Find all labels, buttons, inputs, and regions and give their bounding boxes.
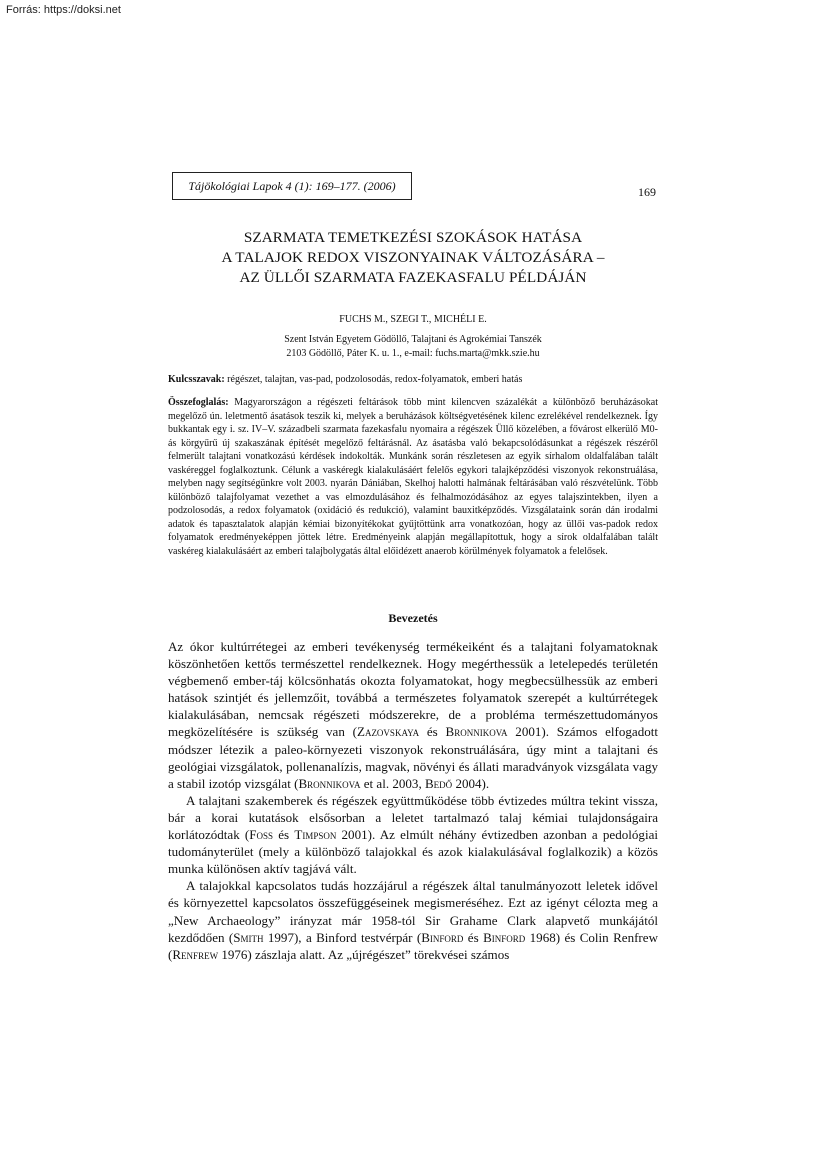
source-label: Forrás: https://doksi.net [6, 4, 121, 16]
text-run: 1997), a Binford testvérpár ( [263, 929, 422, 945]
citation-author: Zazovskaya [356, 724, 420, 740]
text-run: 2001). Számos elfogadott módszer létezik a paleo-környezeti viszonyok rekonstruálására, úgy mint a talajtani és geológiai vizsgálatok, pollenanalízis, magvak, növényi és állati maradványok vizsgálata vagy a stabil izotóp vizsgálat ( [168, 724, 658, 791]
abstract-text: Magyarországon a régészeti feltárások több mint kilencven százalékát a különböző beruházásokat megelőző ún. leletmentő ásatások teszik ki, melyek a beruházások költségvetésének kilenc ezrelékével rendelkeznek. Így bukkantak egy i. sz. IV–V. századbeli szarmata fazekasfalu nyomaira a régészek Üllő közelében, a fővárost elkerülő M0-ás körgyűrű új szakaszának építését megelőző feltárásnál. Az ásatásba való bekapcsolódásunkat a régészek részéről felmerült talajtani vonatkozású kérdések indokolták. Munkánk során részletesen az egyik sírhalom oldalfalában talált vaskéreggel foglalkoztunk. Célunk a vaskéregk kialakulásáért felelős egykori talajképződési viszonyok rekonstruálása, melyben nagy segítségünkre volt 2003. nyarán Dániában, Skelhoj halotti halmának feltárásában való részvételünk. Több különböző talajfolyamat vezethet a vas elmozdulásához és felhalmozódásához az egyes talajszintekben, ilyen a podzolosodás, a redox folyamatok (oxidáció és redukció), valamint bauxitképződés. Vizsgálataink során dán irodalmi adatok és tapasztalatok alapján kémiai bizonyítékokat gyűjtöttünk arra vonatkozóan, hogy az üllői vas-padok redox folyamatok eredményeképpen jöttek létre. Eredményeink alapján megállapítottuk, hogy a sírok oldalfalában talált vaskéreg kialakulásáért az emberi talajbolygatás által előidézett anaerob körülmények folyamatok a felelősek. [168, 397, 658, 558]
affiliation-line: Szent István Egyetem Gödöllő, Talajtani és Agrokémiai Tanszék [284, 334, 542, 345]
citation-author: Timpson [294, 827, 337, 843]
citation-author: Binford [421, 929, 464, 945]
body-text [168, 638, 658, 963]
citation-author: Bedő [424, 775, 453, 791]
citation-author: Bronnikova [445, 724, 508, 740]
text-run: és [273, 827, 295, 843]
citation-author: Renfrew [172, 946, 219, 962]
affiliation [170, 333, 656, 361]
journal-citation: Tájökológiai Lapok 4 (1): 169–177. (2006) [172, 172, 412, 200]
affiliation-line: 2103 Gödöllő, Páter K. u. 1., e-mail: fuchs.marta@mkk.szie.hu [286, 348, 540, 359]
title-line: SZARMATA TEMETKEZÉSI SZOKÁSOK HATÁSA [243, 229, 583, 246]
paragraph [168, 877, 658, 962]
abstract-label: Összefoglalás: [168, 397, 229, 408]
text-run: A talajokkal kapcsolatos tudás hozzájárul a régészek által tanulmányozott leletek idővel és környezettel kapcsolatos összefüggéseinek megismeréséhez. Ezt az igényt célozta meg a „New Archaeology” irányzat már 1958-tól Sir Grahame Clark alapvető munkájától kezdődően ( [168, 878, 658, 945]
section-heading: Bevezetés [388, 611, 438, 625]
keywords-text: régészet, talajtan, vas-pad, podzolosodás, redox-folyamatok, emberi hatás [224, 374, 523, 385]
article-title [170, 228, 656, 288]
abstract [168, 396, 658, 559]
page-number: 169 [638, 185, 656, 199]
paragraph [168, 792, 658, 877]
text-run: et al. 2003, [360, 775, 425, 791]
text-run: 1968) és Colin Renfrew ( [168, 929, 658, 962]
text-run: A talajtani szakemberek és régészek együttműködése több évtizedes múltra tekint vissza, bár a korai kutatások elsősorban a leletet tartalmazó talaj kémiai tulajdonságaira korlátozódtak ( [168, 792, 658, 843]
citation-author: Smith [233, 929, 264, 945]
text-run: 2001). Az elmúlt néhány évtizedben azonban a pedológiai tudományterület (mely a különböző talajokkal és azok kialakulásával foglalkozik) a közös munka különösen aktív tagjává vált. [168, 827, 658, 877]
text-run: és [419, 724, 446, 740]
text-run: és [463, 929, 484, 945]
title-line: AZ ÜLLŐI SZARMATA FAZEKASFALU PÉLDÁJÁN [239, 269, 587, 286]
title-line: A TALAJOK REDOX VISZONYAINAK VÁLTOZÁSÁRA – [221, 249, 605, 266]
text-run: Az ókor kultúrrétegei az emberi tevékenység termékeiként és a talajtani folyamatoknak köszönhetően kettős természettel rendelkeznek. Hogy megérthessük a letelepedés területén végbemenő ember-táj kölcsönhatás okozta folyamatokat, hogy megbecsülhessük az emberi hatások szintjét és jellemzőit, továbbá a természetes folyamatok szerepét a kultúrrétegek kialakulásában, nemcsak régészeti módszerekre, de a probléma természettudományos megközelítésére is szükség van ( [168, 639, 658, 740]
authors: FUCHS M., SZEGI T., MICHÉLI E. [339, 314, 487, 325]
text-run: 1976) zászlaja alatt. Az „újrégészet” törekvései számos [218, 946, 510, 962]
keywords [168, 374, 660, 385]
paragraph [168, 638, 658, 792]
keywords-label: Kulcsszavak: [168, 374, 225, 385]
text-run: 2004). [452, 775, 490, 791]
citation-author: Bronnikova [298, 775, 361, 791]
citation-author: Binford [483, 929, 526, 945]
citation-author: Foss [249, 827, 274, 843]
